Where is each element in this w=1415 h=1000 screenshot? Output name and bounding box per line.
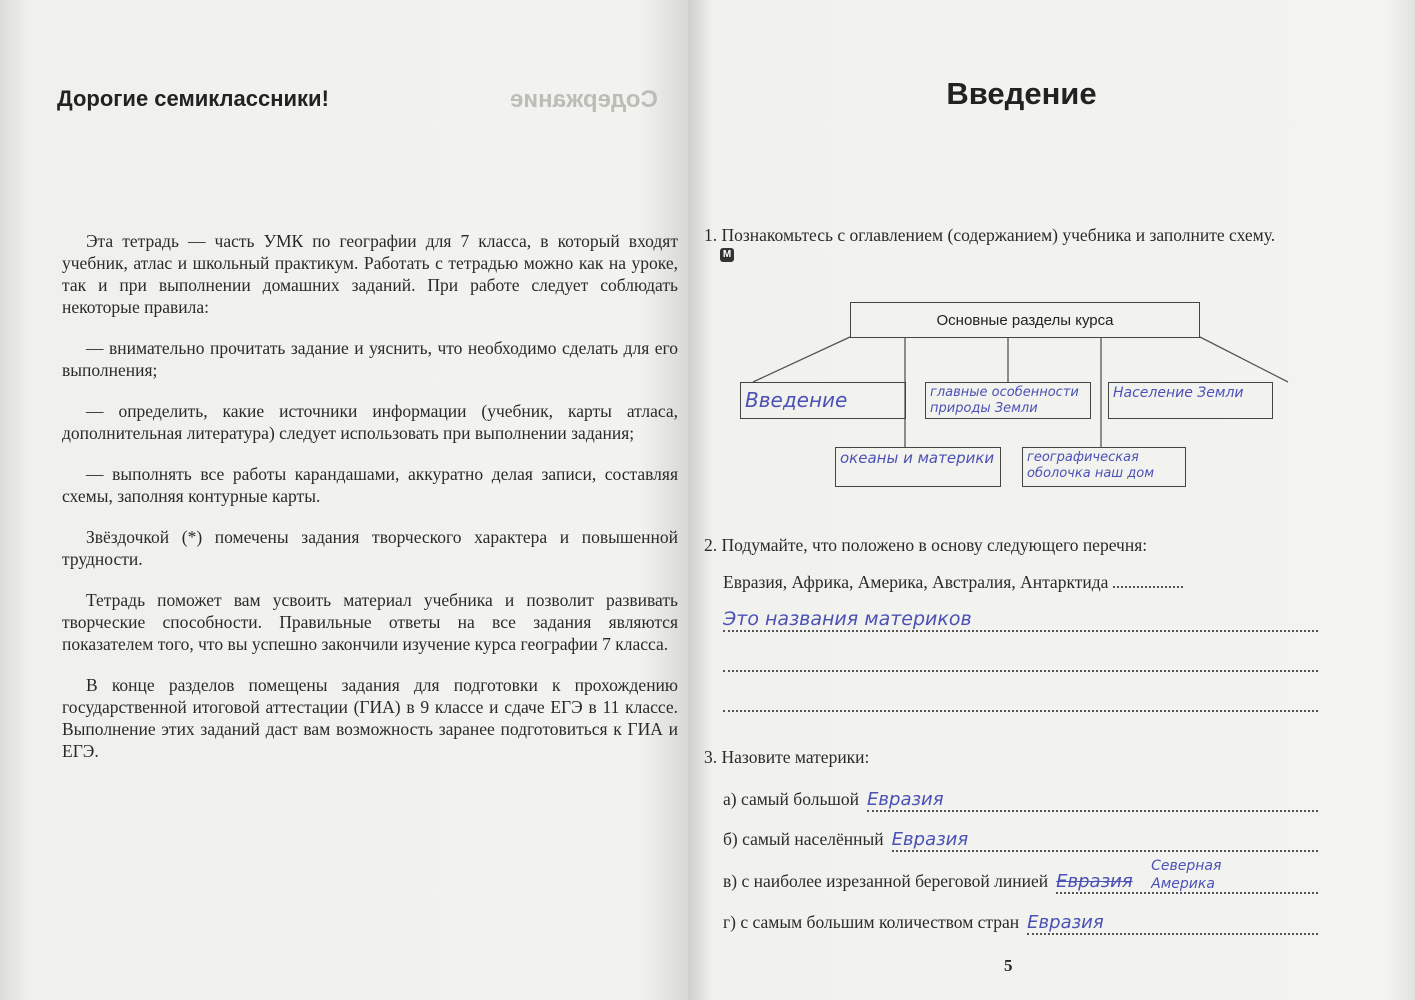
paragraph: — выполнять все работы карандашами, аккуратно делая записи, составляя схемы, заполняя контурные карты. <box>62 464 678 506</box>
task-3-item <box>723 858 1318 894</box>
scheme-answer-box[interactable]: Население Земли <box>1108 382 1273 419</box>
answer-line[interactable] <box>723 688 1318 712</box>
item-label: а) самый большой <box>723 789 860 809</box>
left-page <box>0 0 688 1000</box>
answer-line[interactable] <box>1056 858 1318 894</box>
answer-line[interactable] <box>723 608 1318 632</box>
handwritten-answer-crossed: Евразия <box>1056 871 1133 892</box>
task-3: 3. Назовите материки: <box>704 747 870 767</box>
handwritten-answer: Евразия <box>891 829 969 850</box>
scheme-answer-box[interactable]: географическая оболочка наш дом <box>1022 447 1186 487</box>
task-3-item <box>723 789 1318 812</box>
item-label: в) с наиболее изрезанной береговой линией <box>723 871 1049 891</box>
page-title: Дорогие семиклассники! <box>57 86 329 111</box>
item-label: б) самый населённый <box>723 829 884 849</box>
paragraph: Тетрадь поможет вам усвоить материал учебника и позволит развивать творческие способности. Правильные ответы на все задания являются показателем того, что вы успешно закончили изучение курса географии 7 класса. <box>62 590 678 654</box>
answer-line[interactable] <box>723 648 1318 672</box>
bleed-through-heading: Содержание <box>510 86 658 113</box>
scheme-answer-box[interactable]: Введение <box>740 382 906 419</box>
item-label: г) с самым большим количеством стран <box>723 912 1020 932</box>
task-text: 1. Познакомьтесь с оглавлением (содержанием) учебника и заполните схему. <box>704 225 1276 245</box>
paragraph: Эта тетрадь — часть УМК по географии для 7 класса, в который входят учебник, атлас и школьный практикум. Работать с тетрадью можно как на уроке, так и при выполнении домашних заданий. При работе следует соблюдать некоторые правила: <box>62 231 678 317</box>
section-title: Введение <box>946 76 1097 111</box>
answer-line[interactable] <box>867 789 1318 812</box>
handwritten-answer: Это названия материков <box>723 608 972 630</box>
handwritten-answer: Евразия <box>867 789 944 810</box>
page-number: 5 <box>1004 956 1013 975</box>
scheme-answer-box[interactable]: главные особенности природы Земли <box>925 382 1091 419</box>
scheme-root-box: Основные разделы курса <box>850 302 1200 338</box>
task-2: 2. Подумайте, что положено в основу следующего перечня: <box>704 535 1148 555</box>
handwritten-correction: Северная Америка <box>1151 858 1222 892</box>
paragraph: Звёздочкой (*) помечены задания творческого характера и повышенной трудности. <box>62 527 678 569</box>
answer-line[interactable] <box>892 829 1318 852</box>
handwritten-answer: Евразия <box>1027 912 1104 933</box>
paragraph: В конце разделов помещены задания для подготовки к прохождению государственной итоговой аттестации (ГИА) в 9 классе и сдаче ЕГЭ в 11 классе. Выполнение этих заданий даст вам возможность заранее подготовиться к ГИА и ЕГЭ. <box>62 675 678 761</box>
task-3-item <box>723 912 1318 935</box>
paragraph: — определить, какие источники информации (учебник, карты атласа, дополнительная литература) следует использовать при выполнении задания; <box>62 401 678 443</box>
right-page <box>688 0 1415 1000</box>
paragraph: — внимательно прочитать задание и уяснить, что необходимо сделать для его выполнения; <box>62 338 678 380</box>
scheme-connectors <box>688 0 1415 520</box>
task-3-item <box>723 829 1318 852</box>
scheme-answer-box[interactable]: океаны и материки <box>835 447 1001 487</box>
answer-line[interactable] <box>1027 912 1318 935</box>
task-2-list <box>723 572 1318 593</box>
map-badge-icon: М <box>720 248 734 262</box>
continents-list: Евразия, Африка, Америка, Австралия, Антарктида <box>723 572 1109 592</box>
intro-text <box>62 230 678 781</box>
